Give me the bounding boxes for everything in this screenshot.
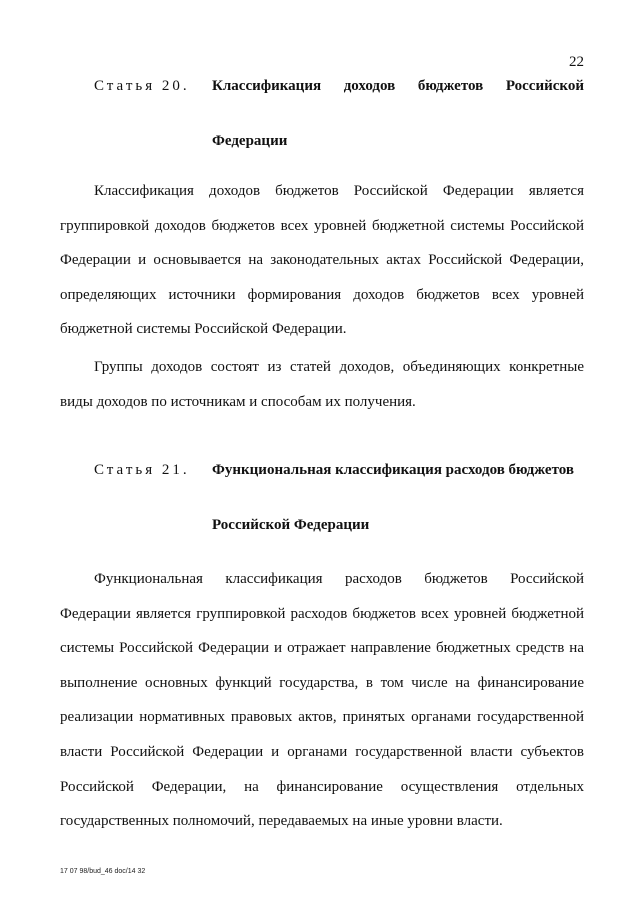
article-20-heading	[94, 68, 584, 160]
article-20-label: Статья 20.	[94, 78, 190, 94]
article-21-heading	[94, 452, 584, 544]
article-21-title	[212, 452, 584, 544]
article-21-title-line1: Функциональная классификация расходов бюджетов	[212, 462, 574, 478]
article-20-title-line2: Федерации	[212, 133, 288, 149]
file-footer: 17 07 98/bud_46 doc/14 32	[60, 868, 146, 875]
article-21-label: Статья 21.	[94, 462, 190, 478]
article-20-title-line1: Классификация доходов бюджетов Российской	[212, 78, 584, 94]
page-number: 22	[569, 54, 584, 70]
article-21-paragraph-1: Функциональная классификация расходов бюджетов Российской Федерации является группировкой расходов бюджетов всех уровней бюджетной системы Российской Федерации и отражает направление бюджетных средств на выполнение основных функций государства, в том числе на финансирование реализации нормативных правовых актов, принятых органами государственной власти Российской Федерации и органами государственной власти субъектов Российской Федерации, на финансирование осуществления отдельных государственных полномочий, передаваемых на иные уровни власти.	[60, 571, 584, 830]
article-21-title-line2: Российской Федерации	[212, 517, 370, 533]
article-20-paragraph-1: Классификация доходов бюджетов Российской Федерации является группировкой доходов бюджетов всех уровней бюджетной системы Российской Федерации и основывается на законодательных актах Российской Федерации, определяющих источники формирования доходов бюджетов всех уровней бюджетной системы Российской Федерации.	[60, 183, 584, 338]
article-20-paragraph-2: Группы доходов состоят из статей доходов, объединяющих конкретные виды доходов по источникам и способам их получения.	[60, 359, 584, 410]
article-20-title	[212, 68, 584, 160]
